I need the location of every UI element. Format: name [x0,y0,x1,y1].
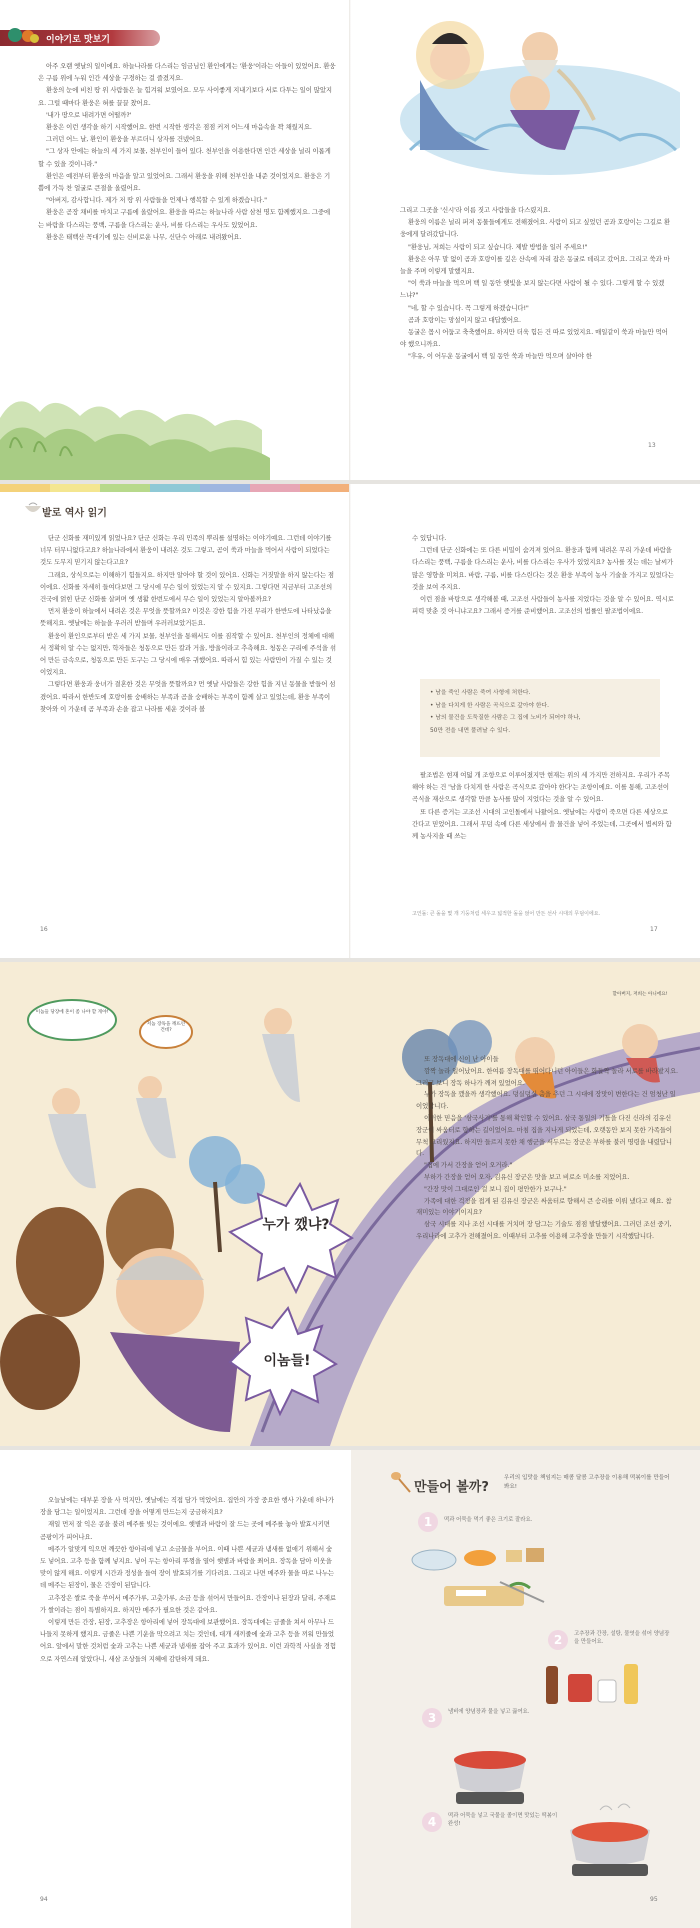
recipe-subtitle: 우리의 입맛을 책임지는 매콤 달콤 고추장을 이용해 떡볶이를 만들어 봐요! [504,1475,670,1490]
paragraph: 깜짝 놀라 일어났어요. 한여름 장독대를 뛰어다니던 아이들은 화들짝 놀라 서로를 바라봤지요. 그러고 보니 장독 하나가 깨져 있었어요. [416,1066,678,1087]
color-bars [0,484,350,492]
page-gutter [349,484,351,958]
paragraph: 팔조법은 현재 여덟 개 조항으로 이루어졌지만 현재는 위의 세 가지만 전하지요. 우리가 주목해야 하는 건 '남을 다치게 한 사람은 곡식으로 갚아야 한다'는 조항이에요. 이를 통해, 고조선이 곡식을 재산으로 생각할 만큼 농사를 많이 지었다는 것을 알 수 있어요. [412,771,670,804]
page-number: 95 [650,1896,658,1903]
speech-bubble-left: 이놈들 당장에 혼이 좀 나야 할 게야! [35,1010,109,1015]
exclamation-scold: 이놈들! [263,1353,311,1369]
note-line: 50만 전을 내면 풀려날 수 있다. [430,727,511,734]
paragraph: 그렇다면 환웅과 웅녀가 결혼한 것은 무엇을 뜻할까요? 먼 옛날 사람들은 강한 힘을 지닌 동물을 받들어 섬겼어요. 따라서 한반도에 호랑이를 숭배하는 부족과 곰을 숭배하는 부족이 함께 살고 있었는데, 환웅 부족이 찾아와 이 가운데 곰 부족과 손을 잡고 나라를 세운 것이라 볼 [40,680,336,713]
paragraph: "아버지, 감사합니다. 제가 저 땅 위 사람들을 언제나 행복할 수 있게 하겠습니다." [46,196,267,205]
paragraph: 이렇게 만든 간장, 된장, 고추장은 항아리에 넣어 장독대에 보관했어요. 장독대에는 금줄을 쳐서 아무나 드나들지 못하게 했지요. 금줄은 나쁜 기운을 막으려고 치는 것인데, 대개 새끼줄에 숯과 고추 등을 끼워 만들었어요. 앞에서 말한 것처럼 숯과 고추는 나쁜 세균과 냄새를 잡아 주고 효과가 있어요. 이런 과학적 사실을 경험으로 자연스레 알았다니, 새삼 조상들의 지혜에 감탄하게 돼요. [40,1618,336,1663]
paragraph: 또 장독대에 신이 난 아이들 [424,1055,499,1063]
paragraph: 환인은 예전부터 환웅의 마음을 알고 있었어요. 그래서 환웅을 위해 천부인을 내준 것이었지요. 환웅은 기쁨에 가득 찬 얼굴로 큰절을 올렸어요. [38,171,331,193]
paragraph: "그 상자 안에는 하늘의 세 가지 보물, 천부인이 들어 있다. 천부인을 이용한다면 인간 세상을 널리 이롭게 할 수 있을 것이니라." [38,147,331,168]
paragraph: 오늘날에는 대부분 장을 사 먹지만, 옛날에는 직접 담가 먹었어요. 집안의 가장 중요한 행사 가운데 하나가 장을 담그는 일이었지요. 그런데 장을 어떻게 만드는지 궁금하지요? [40,1496,334,1517]
spread-jangdok-illustration [0,962,700,1446]
history-text-right [412,532,674,617]
paragraph: 환웅은 태백산 꼭대기에 있는 신비로운 나무, 신단수 아래로 내려왔어요. [46,232,242,241]
spread-story [0,0,700,480]
bowl-icon [24,502,42,516]
step-number: 1 [418,1512,438,1532]
ingredients-illustration [410,1534,550,1574]
step-text: 떡과 어묵을 넣고 국물을 졸이면 맛있는 떡볶이 완성! [448,1813,558,1827]
paragraph: 먼저 환웅이 하늘에서 내려온 것은 무엇을 뜻할까요? 이것은 강한 힘을 가진 무리가 한반도에 나타났음을 뜻해지요. 옛날에는 하늘을 우러러 받들며 우러러보았거든요. [40,607,332,628]
paragraph: 그래요, 상식으로는 이해하기 힘들지요. 하지만 알아야 할 것이 있어요. 신화는 거짓말을 하지 않는다는 점이에요. 신화를 자세히 들여다보면 그 당시에 무슨 일이 있었는지 알 수 있지요. 그렇다면 지금부터 고조선의 건국에 얽힌 단군 신화를 살펴며 옛 생활 한번도에서 무슨 일이 있었는지 알아볼까요? [40,570,334,604]
paragraph: 환웅은 곧장 채비를 마치고 구름에 올랐어요. 환웅을 따르는 하늘나라 사람 삼천 명도 함께했지요. 그중에는 바람을 다스리는 풍백, 구름을 다스리는 운사, 비를 다스리는 우사도 있었어요. [38,208,331,229]
exclamation-who-broke: 누가 깼냐? [262,1217,330,1233]
page-number: 13 [648,442,656,449]
step-number: 3 [422,1708,442,1728]
history-text-left [40,532,336,715]
story-text-left [38,60,336,243]
note-line: • 남을 다치게 한 사람은 곡식으로 갚아야 한다. [430,702,549,709]
pot-illustration [430,1738,550,1808]
note-line: • 남의 물건을 도둑질한 사람은 그 집에 노비가 되어야 하나, [430,715,581,721]
paragraph: 고추장은 쌀로 죽을 쑤어서 메주가루, 고춧가루, 소금 등을 섞어서 만들어요. 간장이나 된장과 달리, 주재료가 쌀이라는 점이 특별하지요. 하지만 메주가 필요한 것은 같아요. [40,1593,336,1614]
paragraph: "후유, 이 어두운 동굴에서 백 일 동안 쑥과 마늘만 먹으며 살아야 한 [408,352,592,361]
law-note-box [420,679,660,757]
paragraph: '내가 땅으로 내려가면 어떨까?' [46,110,132,119]
paragraph: 동굴은 몹시 어둡고 축축했어요. 하지만 더욱 힘든 건 따로 있었지요. 매일같이 쑥과 마늘만 먹어야 했으니까요. [400,328,668,349]
sauce-bottles-illustration [540,1660,660,1710]
paragraph: "환웅님, 저희는 사람이 되고 싶습니다. 제발 방법을 일러 주세요!" [408,242,588,251]
paragraph: 환웅이 환인으로부터 받은 세 가지 보물, 천부인을 통해서도 이를 짐작할 수 있어요. 천부인의 정체에 대해서 정확히 알 수는 없지만, 학자들은 청동으로 만든 칼과 거울, 방울이라고 추측해요. 청동은 구리에 주석을 섞어 만든 금속으로, 청동으로 만든 도구는 그 당시에 매우 귀했어요. 따라서 힘 있는 사람만이 가질 수 있는 것이었지요. [40,631,336,677]
recipe-title: 만들어 볼까? [414,1480,489,1495]
paragraph: 수 있답니다. [412,534,447,542]
paragraph: 아주 오랜 옛날의 일이에요. 하늘나라를 다스리는 임금님인 환인에게는 '환웅'이라는 아들이 있었어요. 환웅은 구름 위에 누워 인간 세상을 구경하는 걸 즐겼지요. [38,62,336,83]
jade-ornament-icon [8,28,22,42]
cutting-board-illustration [440,1576,550,1610]
paragraph: 환웅의 눈에 비친 땅 위 사람들은 늘 힘겨워 보였어요. 모두 사이좋게 지내기보다 서로 다투는 일이 많았지요. 그럴 때마다 환웅은 혀를 끌끌 찼어요. [38,86,332,107]
jang-text-left [40,1494,336,1665]
paragraph: 그런데 단군 신화에는 또 다른 비밀이 숨겨져 있어요. 환웅과 함께 내려온 무리 가운데 바람을 다스리는 풍백, 구름을 다스리는 운사, 비를 다스리는 우사가 있었지요? 농사를 짓는 데는 날씨가 많은 영향을 미쳐요. 바람, 구름, 비를 다스린다는 것은 환웅 부족이 농사 기술을 가지고 있었다는 것을 보여 주지요. [412,546,674,591]
page-number: 94 [40,1896,48,1903]
paragraph: 누가 장독을 깼을까 생각했어요. 덩실덩실 춤을 추던 그 시대에 장맛이 변한다는 건 엄청난 일이었답니다. [416,1090,676,1111]
section-title: 발로 역사 읽기 [42,508,107,519]
paragraph: 재일 먼저 잘 익은 콩을 불려 메주를 빚는 것이에요. 햇볕과 바람이 잘 드는 곳에 메주를 놓아 발효시키면 곰팡이가 피어나요. [40,1520,330,1541]
paragraph: 환웅의 이름은 널리 퍼져 동물들에게도 전해졌어요. 사람이 되고 싶었던 곰과 호랑이는 그길로 환웅에게 달려갔답니다. [400,218,670,239]
paragraph: 이러한 믿음을 '삼국사기'를 통해 확인할 수 있어요. 삼국 통일의 기틀을 다진 신라의 김유신 장군이 싸움터로 향하는 길이었어요. 마침 집을 지나게 되었는데, 오랫동안 보지 못한 가족들이 무척 그리웠지요. 하지만 들르지 못한 채 행군을 서두르는 장군은 부하를 불러 명령을 내렸답니다. [416,1113,672,1158]
paragraph: 부하가 간장을 얻어 오자, 김유신 장군은 맛을 보고 비로소 미소를 지었어요. [424,1172,630,1181]
paragraph: 환웅은 아무 말 없이 곰과 호랑이를 깊은 산속에 자리 잡은 동굴로 데리고 갔어요. 그리고 쑥과 마늘을 주며 이렇게 말했지요. [400,254,670,276]
history-text-right-2 [412,769,674,842]
note-line: • 남을 죽인 사람은 죽여 사형에 처한다. [430,690,531,696]
page-number: 16 [40,926,48,933]
step-number: 4 [422,1812,442,1832]
step-text: 고추장과 간장, 설탕, 물엿을 섞어 양념장을 만들어요. [574,1631,670,1645]
paragraph: 가족에 대한 걱정을 접게 된 김유신 장군은 싸움터로 향해서 큰 승리를 이뤄 냈다고 해요. 참 재미있는 이야기이지요? [416,1196,672,1217]
section-title: 이야기로 맛보기 [46,35,110,45]
spread-recipe [0,1450,700,1928]
paragraph: 그러던 어느 날, 환인이 환웅을 부르더니 상자를 건넸어요. [46,135,204,144]
paragraph: "집에 가서 간장을 얻어 오거라." [424,1161,513,1170]
paragraph: 환웅은 이런 생각을 하기 시작했어요. 한번 시작한 생각은 점점 커져 어느새 마음속을 꽉 채웠지요. [46,123,312,132]
paragraph: 단군 신화를 재미있게 읽었나요? 단군 신화는 우리 민족의 뿌리를 설명하는 이야기예요. 그런데 이야기를 너무 터무니없다고요? 하늘나라에서 환웅이 내려온 것도 그렇고, 곰이 쑥과 마늘을 먹어서 사람이 되었다는 것도 도무지 믿기지 않는다고요? [40,534,332,567]
speech-bubble-middle: 저놈 장독을 깨뜨린 건데? [146,1022,186,1033]
story-text-right [400,204,670,363]
step-text: 냄비에 양념장과 물을 넣고 끓여요. [448,1709,530,1715]
footnote: 고인돌: 큰 돌을 몇 개 기둥처럼 세우고 넓적한 돌을 얹어 만든 선사 시대의 무덤이에요. [412,911,601,917]
tteokbokki-illustration [560,1800,660,1880]
paragraph: "간장 맛이 그대로인 걸 보니 집이 평안한가 보구나." [424,1184,567,1193]
speech-bubble-right: 할아버지, 저희는 아니에요! [612,992,668,997]
gold-ornament-icon [30,34,39,43]
hills-illustration [0,378,350,480]
paragraph: 이런 점을 바탕으로 생각해볼 때, 고조선 사람들이 농사를 지었다는 것을 알 수 있어요. 역시로 피력 맞춘 것 아니냐고요? 그래서 증거를 준비했어요. 고조선의 법률인 팔조법이에요. [412,595,674,616]
spoon-icon [390,1470,412,1494]
paragraph: 메주가 알맞게 익으면 깨끗한 항아리에 넣고 소금물을 부어요. 이때 나쁜 세균과 냄새를 없애기 위해서 숯도 넣어요. 고추 등을 함께 넣지요. 넣어 두는 항아리 뚜껑을 열어 햇볕과 바람을 쬐어요. 장독을 담아 이웃을 맞이 않게 해요. 이렇게 시간과 정성을 들여 장이 발효되기를 기다려요. 그리고 나면 메주와 물을 따로 나누는데 메주는 된장이, 물은 간장이 된답니다. [40,1544,334,1590]
paragraph: 곰과 호랑이는 망설이지 않고 대답했어요. [408,315,521,324]
page-gutter [349,0,351,480]
step-number: 2 [548,1630,568,1650]
paragraph: "네, 할 수 있습니다. 꼭 그렇게 하겠습니다!" [408,303,529,312]
page-number: 17 [650,926,658,933]
paragraph: 그리고 그곳을 '신시'라 이름 짓고 사람들을 다스렸지요. [400,206,551,214]
step-text: 떡과 어묵을 먹기 좋은 크기로 잘라요. [444,1517,533,1523]
paragraph: 또 다른 증거는 고조선 시대의 고인돌에서 나왔어요. 옛날에는 사람이 죽으면 다른 세상으로 간다고 믿었어요. 그래서 무덤 속에 다른 세상에서 쓸 물건을 넣어 주었는데, 그곳에서 볍씨와 함께 농사지을 때 쓰는 [412,807,672,841]
paragraph: 삼국 시대를 지나 조선 시대를 거치며 장 담그는 기술도 점점 발달했어요. 그러던 조선 중기, 우리나라에 고추가 전해졌어요. 이때부터 고추를 이용해 고추장을 만들기 시작했답니다. [416,1220,672,1240]
paragraph: "이 쑥과 마늘을 먹으며 백 일 동안 햇빛을 보지 않는다면 사람이 될 수 있다. 그렇게 할 수 있겠느냐?" [400,279,665,300]
spread-history [0,484,700,958]
jangdok-story-text [416,1054,678,1243]
hwanung-illustration [380,0,680,185]
